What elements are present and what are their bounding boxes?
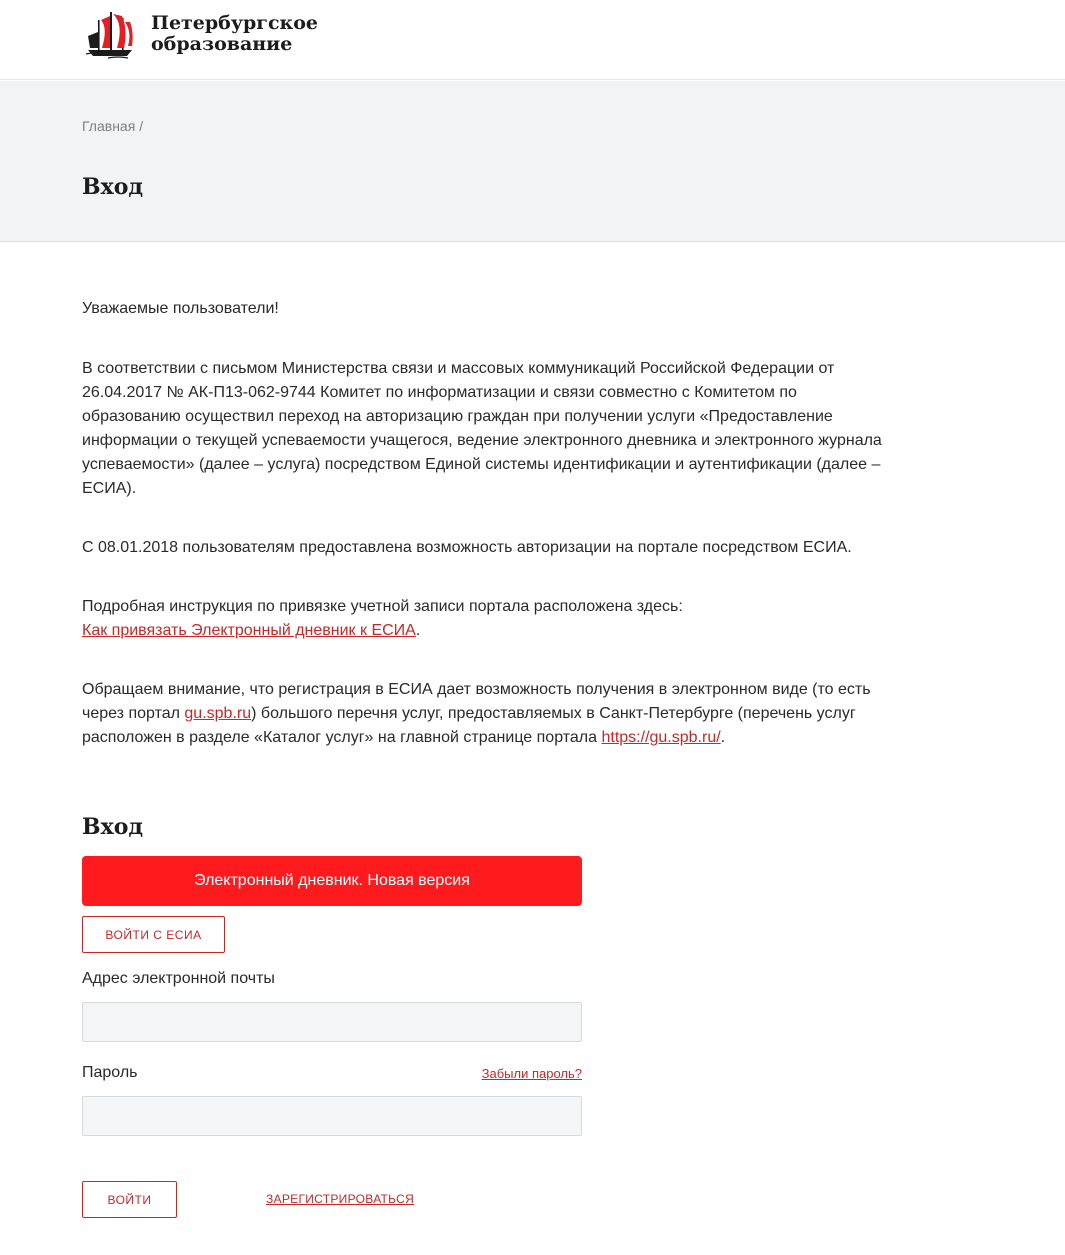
- site-logo[interactable]: [84, 8, 324, 62]
- gu-spb-link[interactable]: gu.spb.ru: [184, 705, 252, 722]
- breadcrumb-separator: /: [139, 118, 144, 134]
- greeting-text: Уважаемые пользователи!: [82, 300, 279, 317]
- email-input[interactable]: [82, 1002, 582, 1042]
- notice-paragraph: В соответствии с письмом Министерства связи и массовых коммуникаций Российской Федерации от 26.04.2017 № АК-П13-062-9744 Комитет по информатизации и связи совместно с Комитетом по образованию осуществил переход на авторизацию граждан при получении услуги «Предоставление информации о текущей успеваемости учащегося, ведение электронного дневника и электронного журнала успеваемости» (далее – услуга) посредством Единой системы идентификации и аутентификации (далее – ЕСИА).: [82, 360, 882, 497]
- instruction-paragraph: [82, 595, 882, 643]
- instruction-period: .: [415, 622, 421, 639]
- register-link[interactable]: ЗАРЕГИСТРИРОВАТЬСЯ: [266, 1192, 415, 1206]
- logo-line-2: образование: [151, 33, 293, 55]
- esia-info-paragraph: [82, 678, 882, 750]
- password-label: Пароль: [82, 1064, 138, 1081]
- esia-info-period: .: [720, 729, 726, 746]
- login-title: Вход: [82, 814, 144, 840]
- login-submit-button[interactable]: ВОЙТИ: [82, 1181, 177, 1218]
- logo-line-1: Петербургское: [151, 12, 318, 34]
- forgot-password-link[interactable]: Забыли пароль?: [481, 1066, 582, 1081]
- instruction-text: Подробная инструкция по привязке учетной записи портала расположена здесь:: [82, 598, 683, 615]
- breadcrumb: [82, 118, 143, 134]
- breadcrumb-home-link[interactable]: Главная: [82, 118, 136, 134]
- new-diary-button[interactable]: Электронный дневник. Новая версия: [82, 856, 582, 906]
- logo-text: [151, 13, 318, 55]
- esia-info-text-b: ) большого перечня услуг, предоставляемых в Санкт-Петербурге (перечень услуг расположен в разделе «Каталог услуг» на главной странице портала: [82, 705, 856, 746]
- site-header: [0, 0, 1065, 80]
- password-input[interactable]: [82, 1096, 582, 1136]
- page-title: Вход: [82, 174, 144, 200]
- date-notice-paragraph: С 08.01.2018 пользователям предоставлена возможность авторизации на портале посредством ЕСИА.: [82, 539, 852, 556]
- esia-login-button[interactable]: ВОЙТИ С ЕСИА: [82, 916, 225, 953]
- page-hero: [0, 81, 1065, 242]
- gu-spb-url-link[interactable]: https://gu.spb.ru/: [601, 729, 721, 746]
- ship-logo-icon: [84, 8, 136, 60]
- email-label: Адрес электронной почты: [82, 970, 275, 987]
- esia-instruction-link[interactable]: Как привязать Электронный дневник к ЕСИА: [82, 622, 416, 639]
- esia-info-text-a: Обращаем внимание, что регистрация в ЕСИА дает возможность получения в электронном виде (то есть через портал: [82, 681, 871, 722]
